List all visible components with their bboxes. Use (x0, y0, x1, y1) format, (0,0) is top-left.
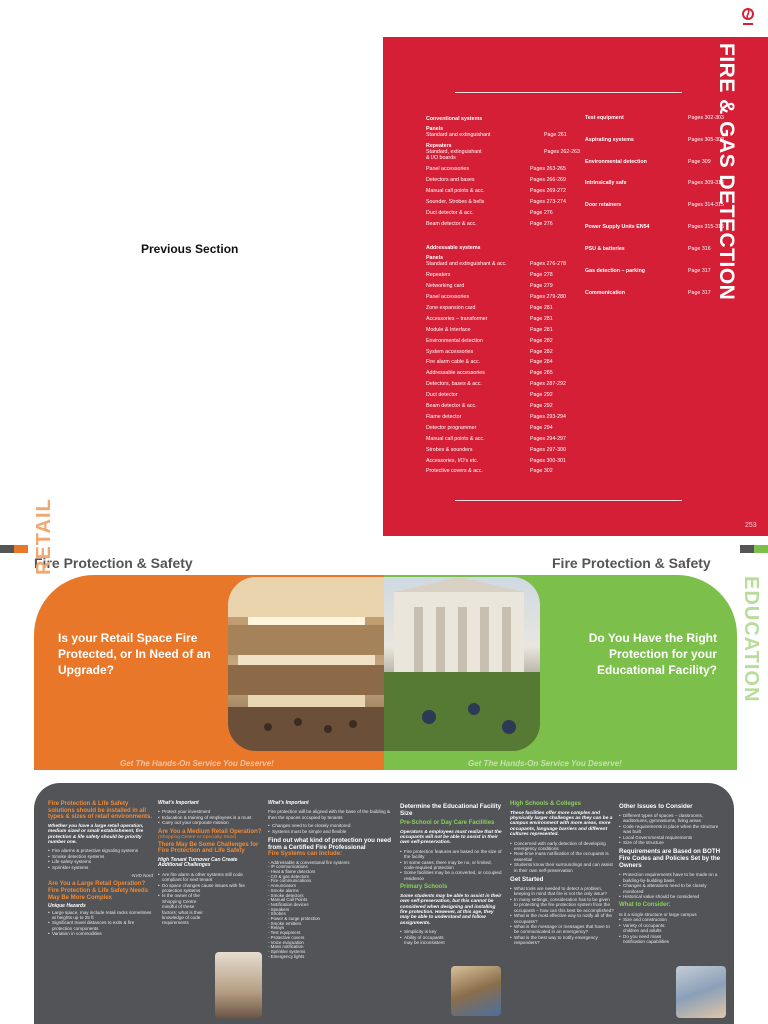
list-item: • What is the message or messages that have to be communicated in an emergency? (510, 924, 614, 935)
toc-page-number: Page 309 (688, 159, 711, 165)
toc-page-number: Page 281 (530, 326, 553, 333)
list-item: - Protective covers (268, 934, 305, 940)
toc-entry-text: Manual call points & acc. (426, 435, 485, 442)
toc-page-number: Pages 300-301 (530, 457, 566, 464)
toc-page-number: Page 285 (530, 370, 553, 377)
list-item: • Smoke detection systems (48, 854, 153, 859)
details-col-6 (619, 803, 725, 945)
list-item: - Power & surge protection (268, 916, 320, 922)
col-subheading: Unique Hazards (48, 903, 86, 910)
toc-page-number: Page 282 (530, 337, 553, 344)
toc-entry-text: Standard and extinguishant (426, 132, 491, 138)
previous-section-link[interactable]: Previous Section (141, 242, 239, 256)
list-item: • Ability of occupants may be inconsistent (400, 935, 448, 946)
toc-page-number: Page 317 (688, 290, 711, 296)
toc-page-number: Pages 293-294 (530, 413, 566, 420)
toc-page-number: Pages 263-265 (530, 165, 566, 172)
list-item: - Manual Call Points (268, 897, 308, 903)
details-col-5 (510, 801, 614, 946)
toc-entry-text: Accessories – transformer (426, 315, 488, 322)
retail-question: Is your Retail Space Fire Protected, or In Need of an Upgrade? (58, 631, 211, 677)
toc-heading: Panels (426, 126, 444, 132)
toc-heading: Power Supply Units EN54 (585, 224, 650, 230)
details-col-1 (48, 801, 153, 937)
details-col-2 (158, 801, 262, 926)
toc-entry-text: Detector programmer (426, 424, 477, 431)
toc-entry-text: Standard and extinguishant & acc. (426, 261, 507, 267)
list-item: - IP communications (268, 864, 308, 870)
col-subheading: High Tenant Turnover Can Create Additional Challenges (158, 857, 238, 869)
list-item: - Emergency lights (268, 953, 305, 959)
col-heading: Find out what kind of protection you need from a Certified Fire Professional (268, 837, 392, 852)
list-item: • Changes need to be closely monitored (268, 823, 394, 828)
col-heading: There May Be Some Challenges for Fire Protection and Life Safety (158, 841, 259, 855)
list-item: - Strobes (268, 911, 286, 917)
list-item: • Protect your investment (158, 809, 262, 814)
list-item: • Sprinkler systems (48, 865, 153, 870)
list-item: • Different types of spaces – classrooms, auditoriums, gymnasiums, living areas (619, 813, 725, 824)
col-heading: Determine the Educational Facility Size (400, 803, 502, 817)
list-item: • Variety of occupants: children and adults (619, 923, 671, 934)
toc-entry-text: Panel accessories (426, 294, 469, 300)
toc-page-number: Pages 314-315 (688, 202, 724, 208)
list-item: - Mass notification (268, 944, 304, 950)
toc-entry-text: Duct detector & acc. (426, 209, 474, 216)
toc-page-number: Page 292 (530, 403, 553, 409)
toc-page-number: Pages 297-300 (530, 446, 566, 453)
toc-entry-text: Module & Interface (426, 326, 471, 333)
toc-entry-text: Detectors and bases (426, 176, 475, 183)
toc-page-number: Page 292 (530, 392, 553, 399)
toc-page-number: Page 302 (530, 468, 553, 475)
retail-vertical-label: RETAIL (33, 498, 55, 575)
toc-page-number: Pages 266-269 (530, 176, 566, 183)
col-text: Is it a single structure or large campus (619, 912, 697, 918)
toc-page-number: Page 281 (530, 304, 553, 311)
toc-heading: Conventional systems (426, 116, 483, 122)
toc-entry-text: Addressable accessories (426, 370, 485, 377)
col-intro: Whether you have a large retail operation, medium sized or small establishment, fire protection & life safety should be priority number one. (48, 823, 144, 845)
toc-page-number: Pages 262-263 (544, 148, 580, 155)
toc-entry-text: Duct detector (426, 392, 458, 399)
toc-page-number: Page 261 (544, 132, 567, 138)
list-item: - Speakers (268, 906, 290, 912)
divider (455, 92, 682, 93)
campus-lawn-photo (384, 577, 540, 751)
col-heading: Are You a Medium Retail Operation? (158, 828, 262, 835)
toc-page-number: Pages 287-292 (530, 381, 566, 388)
toc-page-number: Page 284 (530, 359, 553, 366)
toc-entry-text: Flame detector (426, 413, 462, 420)
col-subheading: What's Important (268, 800, 309, 806)
list-item: - Fire communications (268, 878, 312, 884)
toc-heading: PSU & batteries (585, 246, 625, 252)
bullet-list (619, 872, 725, 899)
toc-page-number: Page 316 (688, 246, 711, 252)
credit: -NVD Nord (130, 873, 153, 879)
list-item: • Large space, may include retail racks sometimes at heights up to 25 ft (48, 910, 153, 921)
toc-page-number: Pages 305-308 (688, 137, 724, 143)
toc-entry-text: & I/O boards (426, 154, 456, 161)
toc-entry-text: Beam detector & acc. (426, 403, 477, 409)
student-laptop-photo (676, 966, 726, 1018)
bullet-list (158, 809, 262, 825)
toc-page-number: Pages 269-272 (530, 187, 566, 194)
list-item: - Annunciators (268, 883, 297, 889)
col-heading: What to Consider: (619, 902, 671, 909)
accent-tab (754, 545, 768, 553)
col-note: (Shopping Centre or Specialty Store) (158, 835, 237, 841)
toc-entry-text: Accessories, I/O's etc. (426, 457, 479, 464)
bullet-list (48, 910, 153, 937)
page: Previous Section FIRE & GAS DETECTION Conventional systems Panels Standard and extinguishant Page 261 Repeaters Standard, extinguishant & I/O boards Pages 262-263 Panel accessories Pages 263-265 Detectors and bases Pages 266-269 Manual call points & acc. Pages 269-272 Sounder, Strobes & bells Pages 273-274 Duct detector & acc. Page 276 Beam detector & acc. Page 276 Addressable systems Panels Standard and extinguishant & acc. Pages 276-278 Repeaters Page 278 Networking card Page 279 Panel accessories Pages 279-280 Zone expansion card Page 281 Accessories – transformer Page 281 Module & Interface Page 281 Environmental detection Page 282 System accessories Page 282 Fire alarm cable & acc. Page 284 Addressable accessories Page 285 Detectors, bases & acc. Pages 287-292 Duct detector Page 292 Beam detector & acc. Page 292 Flame detector Pages 293-294 Detector programmer Page 294 Manual call points & acc. Pages 294-297 Strobes & sounders Pages 297-300 Accessories, I/O's etc. Pages 300-301 Protective covers & acc. Page 302 Test equipment Pages 302-303 Aspirating systems Pages 305-308 Environmental detection Page 309 Intrinsically safe Pages 309-314 Door retainers Pages 314-315 Power Supply Units EN54 Pages 315-316 PSU & batteries Page 316 Gas detection – parking Page 317 Communication Page 317 253 Fire Protection & Safety Fire Protection & Safety RETAIL EDUCATION Is your Retail Space Fire Protected, or In Need of an Upgrade? Do You Have the Right Protection for your Educational Facility? Get The Hands-On Service You Deserve! Get The Hands-On Service You Deserve! Fire Protection & Life Safety solutions should be installed in all types & sizes of retail environments. Whether you have a large retail operation, medium sized or small establishment, fire protection & life safety should be priority number one. • Fire alarms & protective signaling systems • Smoke detection systems • Life safety systems • Sprinkler systems -NVD Nord Are You a Large Retail Operation? Fire Protection & Life Safety Needs May Be More Complex Unique Hazards • Large space, may include retail racks sometimes at heights up to 25 ft • Significant travel distances to exits & fire protection components • Variation in commodities What's Important • Protect your investment • Education & training of employees is a must • Carry out your corporate mission Are You a Medium Retail Operation? (Shopping Centre or Specialty Store) There May Be Some Challenges for Fire Protection and Life Safety High Tenant Turnover Can Create Additional Challenges • Are fire alarm & other systems still code compliant for next tenant • Do space changes cause issues with fire protection systems • Is the owner of the Shopping Centre mindful of these factors; what is their knowledge of code requirements What's Important Fire protection will be aligned with the base of the building & then the spaces occupied by tenants • Changes need to be closely monitored • Systems must be simple and flexible Find out what kind of protection you need from a Certified Fire Professional Fire Systems can Include: - Addressable & conventional fire systems - IP communications - Heat & flame detectors - CO & gas detectors - Fire communications - Annunciators - Smoke alarms - Smoke detectors - Manual Call Points - Notification devices - Speakers - Strobes - Power & surge protection - Smoke emitters - Relays - Test equipment - Protective covers - Voice evacuation - Mass notification - Sprinkler systems - Emergency lights Determine the Educational Facility Size Pre-School or Day Care Facilities Operators & employees must realize that the occupants will not be able to assist in their own self-preservation. • Fire protection features are based on the size of the facility • In some cases, there may be no, or limited, code-required protection • Some facilities may be a converted, or occupied residence Primary Schools Some students may be able to assist in their own self-preservation, but this cannot be considered when designing and installing fire protection. However, at this age, they may be able to understand and follow assignments. • Simplicity is key • Ability of occupants may be inconsistent High Schools & Colleges These facilities offer more complex and physically larger challenges as they can be a campus environment with more areas, more occupants, language barriers and different cultures represented. • Concerned with early detection of developing emergency conditions • Real-time mass notification of the occupants is essential • Students know their surroundings and can assist in their own self-preservation Get Started • What tools are needed to detect a problem, keeping in mind that fire is not the only issue? • In many settings, consideration has to be given to protecting the fire protection system from the occupants – how can this best be accomplished? • What is the most effective way to notify all of the occupants? • What is the message or messages that have to be communicated in an emergency? • What is the best way to notify emergency responders? Other Issues to Consider • Different types of spaces – classrooms, auditoriums, gymnasiums, living areas • Code requirements in place when the structure was built • Local Governmental requirements • Size of the structure Requirements are Based on BOTH Fire Codes and Policies Set by the Owners • Protection requirements have to be made on a building-by-building basis • Changes & alterations need to be closely monitored • Historical value should be considered What to Consider: Is it a single structure or large campus • Size and construction • Variety of occupants: children and adults • Do you need mass notification capabilities (0, 0, 768, 1024)
toc-heading: Repeaters (426, 142, 452, 149)
list-item: - Smoke alarms (268, 887, 299, 893)
col-heading: Fire Protection & Life Safety solutions should be installed in all types & sizes of retail environments. (48, 801, 153, 821)
toc-heading: Intrinsically safe (585, 180, 627, 186)
toc-heading: Gas detection – parking (585, 268, 646, 274)
list-item: • What is the most effective way to notify all of the occupants? (510, 913, 614, 924)
accent-tab (0, 545, 14, 553)
list-item: • Is the owner of the Shopping Centre mindful of these factors; what is their knowledge of code requirements (158, 893, 210, 925)
col-heading: Requirements are Based on BOTH Fire Codes and Policies Set by the Owners (619, 848, 721, 870)
list-item: • In some cases, there may be no, or limited, code-required protection (400, 860, 504, 871)
bullet-list (619, 813, 725, 845)
list-item: • What tools are needed to detect a problem, keeping in mind that fire is not the only issue? (510, 886, 614, 897)
bullet-list (158, 872, 262, 926)
list-item: - Smoke detectors (268, 892, 304, 898)
toc-page-number: Page 294 (530, 424, 553, 431)
toc-page-number: Pages 302-303 (688, 115, 724, 121)
col-heading: Other Issues to Consider (619, 803, 693, 810)
toc-panel: FIRE & GAS DETECTION Conventional systems Panels Standard and extinguishant Page 261 Repeaters Standard, extinguishant & I/O boards Pages 262-263 Panel accessories Pages 263-265 Detectors and bases Pages 266-269 Manual call points & acc. Pages 269-272 Sounder, Strobes & bells Pages 273-274 Duct detector & acc. Page 276 Beam detector & acc. Page 276 Addressable systems Panels Standard and extinguishant & acc. Pages 276-278 Repeaters Page 278 Networking card Page 279 Panel accessories Pages 279-280 Zone expansion card Page 281 Accessories – transformer Page 281 Module & Interface Page 281 Environmental detection Page 282 System accessories Page 282 Fire alarm cable & acc. Page 284 Addressable accessories Page 285 Detectors, bases & acc. Pages 287-292 Duct detector Page 292 Beam detector & acc. Page 292 Flame detector Pages 293-294 Detector programmer Page 294 Manual call points & acc. Pages 294-297 Strobes & sounders Pages 297-300 Accessories, I/O's etc. Pages 300-301 Protective covers & acc. Page 302 Test equipment Pages 302-303 Aspirating systems Pages 305-308 Environmental detection Page 309 Intrinsically safe Pages 309-314 Door retainers Pages 314-315 Power Supply Units EN54 Pages 315-316 PSU & batteries Page 316 Gas detection – parking Page 317 Communication Page 317 253 (383, 37, 768, 536)
list-item: • Protection requirements have to be made on a building-by-building basis (619, 872, 725, 883)
list-item: • Fire alarms & protective signaling systems (48, 848, 153, 853)
students-globe-photo (451, 966, 501, 1016)
col-heading: Get Started (510, 876, 544, 884)
list-item: - Relays (268, 925, 285, 931)
col-intro: These facilities offer more complex and physically larger challenges as they can be a campus environment with more areas, more occupants, language barriers and different cultures represented. (510, 810, 613, 838)
toc-entry-text: Strobes & sounders (426, 446, 473, 453)
col-intro: Some students may be able to assist in their own self-preservation, but this cannot be considered when designing and installing fire protection. However, at this age, they may be able to understand and follow assignments. (400, 893, 502, 926)
bullet-list (400, 929, 448, 945)
list-item: • Variation in commodities (48, 931, 153, 936)
toc-entry-text: Networking card (426, 283, 465, 290)
toc-page-number: Page 317 (688, 268, 711, 274)
toc-heading: Door retainers (585, 202, 622, 208)
toc-entry-text: Repeaters (426, 272, 451, 279)
toc-entry-text: Protective covers & acc. (426, 468, 483, 475)
toc-entry-text: System accessories (426, 348, 474, 355)
education-tagline: Get The Hands-On Service You Deserve! (468, 759, 622, 768)
toc-heading: Aspirating systems (585, 137, 634, 143)
toc-page-number: Page 282 (530, 348, 553, 355)
toc-entry-text: Manual call points & acc. (426, 187, 485, 194)
list-item: • Changes & alterations need to be closely monitored (619, 883, 725, 894)
toc-entry-text: Panel accessories (426, 165, 469, 172)
bullet-list (400, 849, 504, 881)
list-item: • Systems must be simple and flexible (268, 829, 394, 834)
col-heading: High Schools & Colleges (510, 801, 582, 807)
list-item: - Voice evacuation (268, 939, 304, 945)
list-item: • Some facilities may be a converted, or occupied residence (400, 870, 504, 881)
col-heading: Fire Systems can Include: (268, 851, 343, 858)
toc-page-number: Pages 273-274 (530, 198, 566, 205)
systems-list (268, 861, 394, 960)
toc-page-number: Pages 294-297 (530, 435, 566, 442)
col-subheading: Primary Schools (400, 884, 448, 891)
toc-page-number: Pages 315-316 (688, 224, 724, 230)
toc-entry-text: Standard, extinguishant (426, 148, 482, 155)
toc-heading: Panels (426, 255, 444, 261)
list-item: • Carry out your corporate mission (158, 820, 262, 825)
col-intro: Operators & employees must realize that the occupants will not be able to assist in their own self-preservation. (400, 829, 502, 846)
list-item: • Significant travel distances to exits & fire protection components (48, 920, 153, 931)
list-item: • Concerned with early detection of developing emergency conditions (510, 841, 614, 852)
list-item: • Simplicity is key (400, 929, 448, 934)
toc-page-number: Page 276 (530, 220, 553, 227)
toc-heading: Environmental detection (585, 159, 647, 165)
details-col-4 (400, 803, 504, 946)
list-item: • Life safety systems (48, 859, 153, 864)
flame-logo-icon (741, 6, 755, 30)
list-item: • Are fire alarm & other systems still code compliant for next tenant (158, 872, 262, 883)
bullet-list (510, 841, 614, 873)
details-col-3 (268, 801, 394, 959)
list-item: • Local Governmental requirements (619, 835, 725, 840)
toc-page-number: Page 279 (530, 283, 553, 290)
col-heading: Are You a Large Retail Operation? Fire Protection & Life Safety Needs May Be More Complex (48, 881, 149, 901)
education-question: Do You Have the Right Protection for your Educational Facility? (588, 631, 717, 677)
list-item: - Notification devices (268, 901, 309, 907)
toc-page-number: Page 281 (530, 315, 553, 322)
toc-page-number: Page 276 (530, 209, 553, 216)
list-item: • Education & training of employees is a must (158, 815, 262, 820)
retail-tagline: Get The Hands-On Service You Deserve! (120, 759, 274, 768)
retail-header: Fire Protection & Safety (34, 555, 193, 571)
list-item: • Size of the structure (619, 840, 725, 845)
list-item: - Test equipment (268, 930, 301, 936)
education-header: Fire Protection & Safety (552, 555, 711, 571)
list-item: • Do space changes cause issues with fire protection systems (158, 883, 262, 894)
bullet-list (268, 823, 394, 834)
toc-entry-text: Sounder, Strobes & bells (426, 198, 485, 205)
toc-page-number: Pages 279-280 (530, 294, 566, 300)
col-subheading: What's Important (158, 800, 199, 806)
toc-entry-text: Environmental detection (426, 337, 483, 344)
list-item: - Addressable & conventional fire systems (268, 859, 350, 865)
accent-tab (14, 545, 28, 553)
col-subheading: Pre-School or Day Care Facilities (400, 820, 495, 826)
list-item: - CO & gas detectors (268, 873, 309, 879)
toc-page-number: Page 278 (530, 272, 553, 279)
list-item: - Heat & flame detectors (268, 869, 316, 875)
toc-entry-text: Detectors, bases & acc. (426, 381, 482, 388)
col-text: Fire protection will be aligned with the base of the building & then the spaces occupied by tenants (268, 809, 391, 820)
list-item: • Fire protection features are based on the size of the facility (400, 849, 504, 860)
toc-entry-text: Zone expansion card (426, 304, 476, 311)
bullet-list (510, 886, 614, 945)
toc-heading: Test equipment (585, 115, 624, 121)
list-item: • Do you need mass notification capabilities (619, 934, 671, 945)
list-item: • Code requirements in place when the structure was built (619, 824, 725, 835)
store-photo (215, 952, 262, 1018)
divider (455, 500, 682, 501)
list-item: • What is the best way to notify emergency responders? (510, 935, 614, 946)
bullet-list (48, 848, 153, 870)
toc-entry-text: Fire alarm cable & acc. (426, 359, 481, 366)
toc-heading: Communication (585, 290, 626, 296)
toc-entry-text: Beam detector & acc. (426, 220, 477, 227)
accent-tab (740, 545, 754, 553)
list-item: - Sprinkler systems (268, 948, 306, 954)
toc-page-number: Pages 309-314 (688, 180, 724, 186)
list-item: • In many settings, consideration has to be given to protecting the fire protection system from the occupants – how can this best be accomplished? (510, 897, 614, 913)
page-number: 253 (745, 522, 757, 529)
list-item: - Smoke emitters (268, 920, 302, 926)
toc-page-number: Pages 276-278 (530, 261, 566, 267)
list-item: • Students know their surroundings and can assist in their own self-preservation (510, 862, 614, 873)
list-item: • Real-time mass notification of the occupants is essential (510, 851, 614, 862)
list-item: • Size and construction (619, 917, 671, 922)
list-item: • Historical value should be considered (619, 894, 725, 899)
shopping-mall-photo (228, 577, 385, 751)
bullet-list (619, 917, 671, 944)
toc-heading: Addressable systems (426, 245, 481, 251)
